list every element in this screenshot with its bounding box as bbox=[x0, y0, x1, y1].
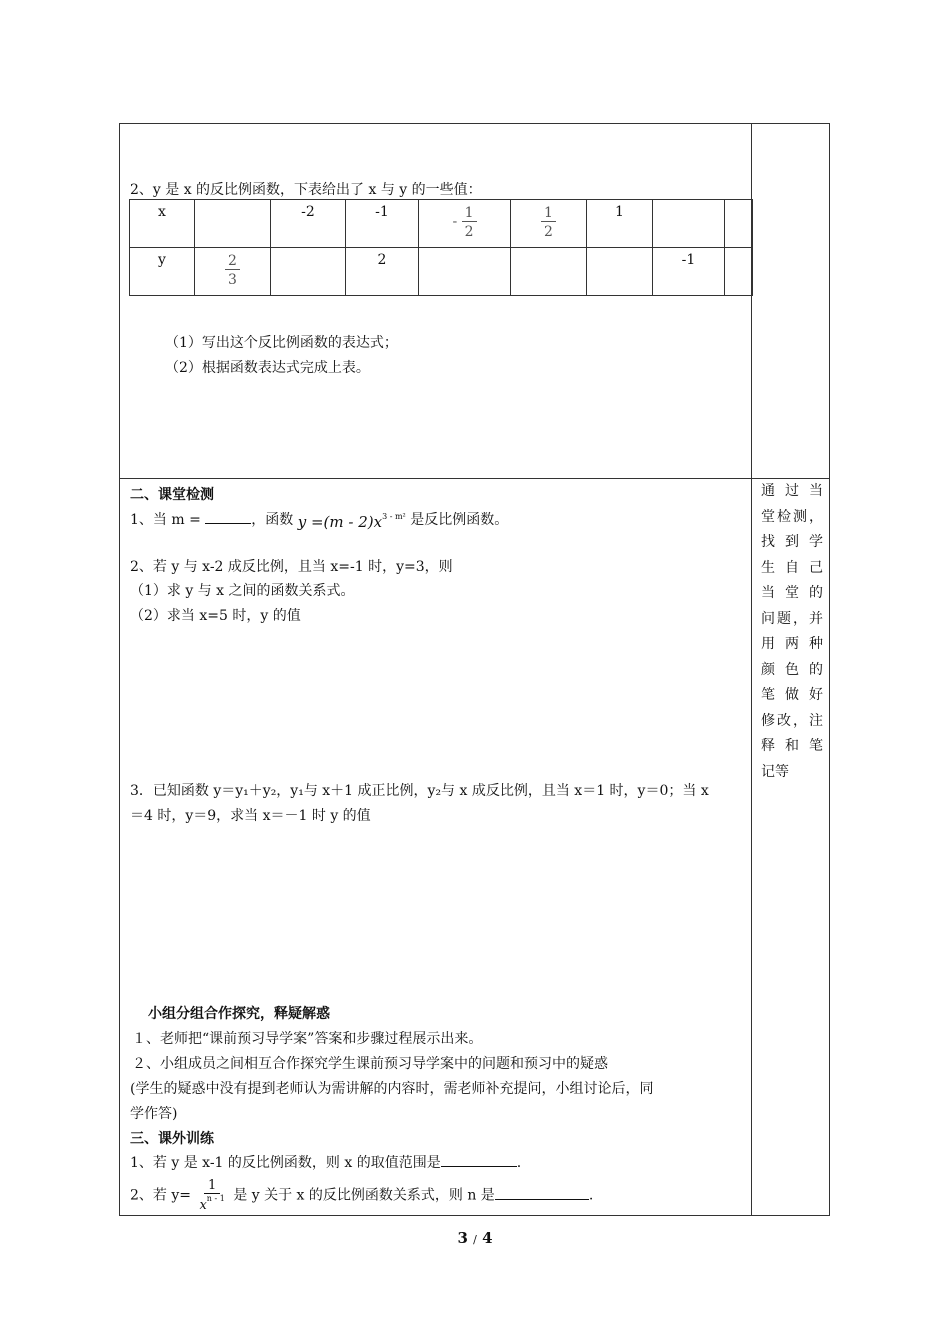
side-note-line: 问题，并 bbox=[761, 610, 823, 627]
side-note-line: 生 自 己 bbox=[761, 559, 823, 576]
cell-value: -2 bbox=[301, 204, 315, 220]
fraction-numerator: 1 bbox=[204, 1179, 220, 1194]
fraction-denominator bbox=[195, 1194, 228, 1212]
fraction bbox=[225, 252, 240, 287]
side-note-line: 记等 bbox=[761, 763, 789, 780]
question-text: 1、若 y 是 x-1 的反比例函数，则 x 的取值范围是 bbox=[130, 1155, 441, 1171]
fraction bbox=[541, 204, 556, 239]
minus-sign: - bbox=[452, 213, 458, 230]
question-text: . bbox=[588, 1187, 594, 1204]
cell-value: 1 bbox=[615, 204, 624, 220]
sub-question-2: （2）根据函数表达式完成上表。 bbox=[165, 360, 370, 376]
table-cell bbox=[511, 248, 587, 296]
table-cell bbox=[130, 248, 195, 296]
cell-value: 2 bbox=[377, 252, 387, 268]
cell-value: -1 bbox=[375, 204, 389, 220]
fraction-exponent: n - 1 bbox=[206, 1194, 225, 1203]
section-title-classroom-test: 二、课堂检测 bbox=[130, 487, 214, 503]
group-work-title: 小组分组合作探究，释疑解惑 bbox=[148, 1006, 330, 1022]
row-label-x: x bbox=[158, 204, 166, 220]
homework-question-2 bbox=[130, 1179, 593, 1212]
fraction-numerator: 1 bbox=[462, 204, 477, 222]
question-text: 2、若 y= bbox=[130, 1187, 191, 1204]
xy-value-table bbox=[129, 199, 753, 296]
test-question-3-line-1: 3．已知函数 y＝y₁＋y₂，y₁与 x＋1 成正比例，y₂与 x 成反比例，且当 x＝1 时，y＝0；当 x bbox=[130, 783, 709, 799]
formula-base: y =(m - 2)x bbox=[297, 513, 383, 531]
table-cell bbox=[419, 200, 511, 248]
side-note-line: 通 过 当 bbox=[761, 483, 823, 499]
fraction-numerator: 2 bbox=[225, 252, 240, 270]
row-label-y: y bbox=[158, 252, 166, 268]
table-row-x bbox=[130, 200, 753, 248]
table-cell bbox=[195, 200, 271, 248]
table-cell bbox=[587, 248, 653, 296]
section-title-homework: 三、课外训练 bbox=[130, 1131, 214, 1147]
group-note-line-1: (学生的疑惑中没有提到老师认为需讲解的内容时，需老师补充提问，小组讨论后，同 bbox=[130, 1081, 654, 1097]
worksheet-frame bbox=[119, 123, 830, 1216]
side-note-line: 找 到 学 bbox=[761, 534, 823, 550]
side-note-line: 笔 做 好 bbox=[761, 687, 823, 703]
question-text: ，函数 bbox=[251, 512, 294, 528]
table-cell bbox=[653, 200, 725, 248]
test-question-2: 2、若 y 与 x-2 成反比例，且当 x=-1 时，y=3，则 bbox=[130, 559, 453, 575]
fraction-denominator: 2 bbox=[464, 224, 474, 240]
table-cell bbox=[725, 200, 753, 248]
homework-question-1 bbox=[130, 1152, 521, 1172]
page-number bbox=[0, 1229, 950, 1247]
fraction-denominator: 3 bbox=[228, 272, 237, 288]
fraction bbox=[462, 204, 477, 239]
formula bbox=[298, 513, 406, 531]
test-question-2-sub-2: （2）求当 x=5 时，y 的值 bbox=[130, 608, 301, 624]
table-cell bbox=[653, 248, 725, 296]
side-note-line: 修改，注 bbox=[761, 712, 823, 729]
fraction-cell bbox=[452, 204, 476, 239]
question-text: 是 y 关于 x 的反比例函数关系式，则 n 是 bbox=[233, 1187, 495, 1204]
page-separator: / bbox=[473, 1233, 477, 1246]
cell-value: -1 bbox=[681, 252, 696, 268]
table-cell bbox=[511, 200, 587, 248]
side-note-line: 颜 色 的 bbox=[761, 661, 823, 678]
question-text: . bbox=[516, 1155, 522, 1171]
sub-question-1: （1）写出这个反比例函数的表达式； bbox=[165, 335, 398, 351]
question-text: 1、当 m = bbox=[130, 512, 201, 528]
test-question-3-line-2: ＝4 时，y＝9，求当 x＝－1 时 y 的值 bbox=[130, 808, 371, 824]
group-note-line-2: 学作答) bbox=[130, 1106, 178, 1122]
side-note-line: 用 两 种 bbox=[761, 636, 823, 652]
answer-blank bbox=[205, 509, 251, 524]
side-note-line: 堂检测， bbox=[761, 508, 823, 525]
teacher-side-note bbox=[761, 479, 823, 785]
page-current: 3 bbox=[457, 1229, 468, 1247]
fraction-denominator: 2 bbox=[544, 224, 553, 240]
table-cell bbox=[271, 248, 346, 296]
fraction-base: x bbox=[199, 1198, 207, 1213]
test-question-2-sub-1: （1）求 y 与 x 之间的函数关系式。 bbox=[130, 583, 355, 599]
fraction bbox=[195, 1179, 228, 1212]
question-2-intro: 2、y 是 x 的反比例函数，下表给出了 x 与 y 的一些值： bbox=[130, 182, 482, 198]
answer-blank bbox=[441, 1152, 517, 1167]
test-question-1 bbox=[130, 509, 508, 529]
table-cell bbox=[271, 200, 346, 248]
formula-exponent: 3 - m² bbox=[382, 512, 406, 521]
group-item-2: ２、小组成员之间相互合作探究学生课前预习导学案中的问题和预习中的疑惑 bbox=[132, 1056, 608, 1072]
table-cell bbox=[587, 200, 653, 248]
table-cell bbox=[195, 248, 271, 296]
table-cell bbox=[419, 248, 511, 296]
table-row-y bbox=[130, 248, 753, 296]
page-total: 4 bbox=[482, 1229, 493, 1247]
side-note-line: 释 和 笔 bbox=[761, 738, 823, 754]
table-cell bbox=[346, 248, 419, 296]
table-cell bbox=[725, 248, 753, 296]
group-item-1: １、老师把“课前预习导学案”答案和步骤过程展示出来。 bbox=[132, 1031, 483, 1047]
side-note-line: 当 堂 的 bbox=[761, 585, 823, 601]
fraction-numerator: 1 bbox=[541, 204, 556, 222]
row-divider bbox=[120, 478, 829, 479]
answer-blank bbox=[495, 1185, 589, 1200]
table-cell bbox=[130, 200, 195, 248]
table-cell bbox=[346, 200, 419, 248]
question-text: 是反比例函数。 bbox=[410, 512, 509, 528]
